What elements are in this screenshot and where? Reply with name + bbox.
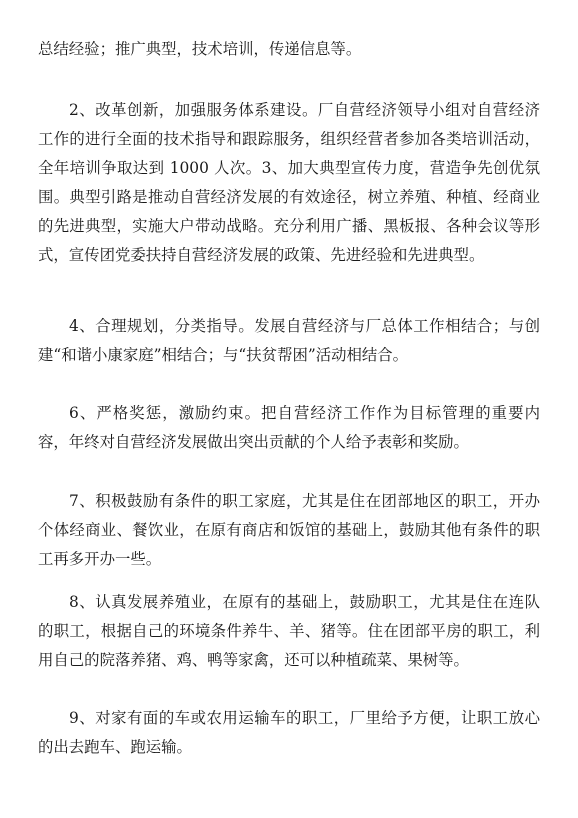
- paragraph-item-6-rewards: 6、严格奖惩，激励约束。把自营经济工作作为目标管理的重要内容，年终对自营经济发展做出突出贡献的个人给予表彰和奖励。: [38, 404, 540, 451]
- paragraph-item-4-planning: 4、合理规划，分类指导。发展自营经济与厂总体工作相结合；与创建“和谐小康家庭”相结合；与“扶贫帮困”活动相结合。: [38, 317, 540, 364]
- paragraph-item-2-reform: 2、改革创新，加强服务体系建设。厂自营经济领导小组对自营经济工作的进行全面的技术指导和跟踪服务，组织经营者参加各类培训活动，全年培训争取达到 1000 人次。3、加大典型宣传力度，营造争先创优氛围。典型引路是推动自营经济发展的有效途径，树立养殖、种植、经商业的先进典型，实施大户带动战略。充分利用广播、黑板报、各种会议等形式，宣传团党委扶持自营经济发展的政策、先进经验和先进典型。: [38, 101, 540, 264]
- paragraph-summary-continuation: 总结经验；推广典型，技术培训，传递信息等。: [38, 40, 362, 58]
- paragraph-item-7-commerce: 7、积极鼓励有条件的职工家庭，尤其是住在团部地区的职工，开办个体经商业、餐饮业，在原有商店和饭馆的基础上，鼓励其他有条件的职工再多开办一些。: [38, 492, 540, 568]
- paragraph-item-8-breeding: 8、认真发展养殖业，在原有的基础上，鼓励职工，尤其是住在连队的职工，根据自己的环境条件养牛、羊、猪等。住在团部平房的职工，利用自己的院落养猪、鸡、鸭等家禽，还可以种植疏菜、果树等。: [38, 593, 540, 669]
- paragraph-item-9-transport: 9、对家有面的车或农用运输车的职工，厂里给予方便，让职工放心的出去跑车、跑运输。: [38, 709, 540, 756]
